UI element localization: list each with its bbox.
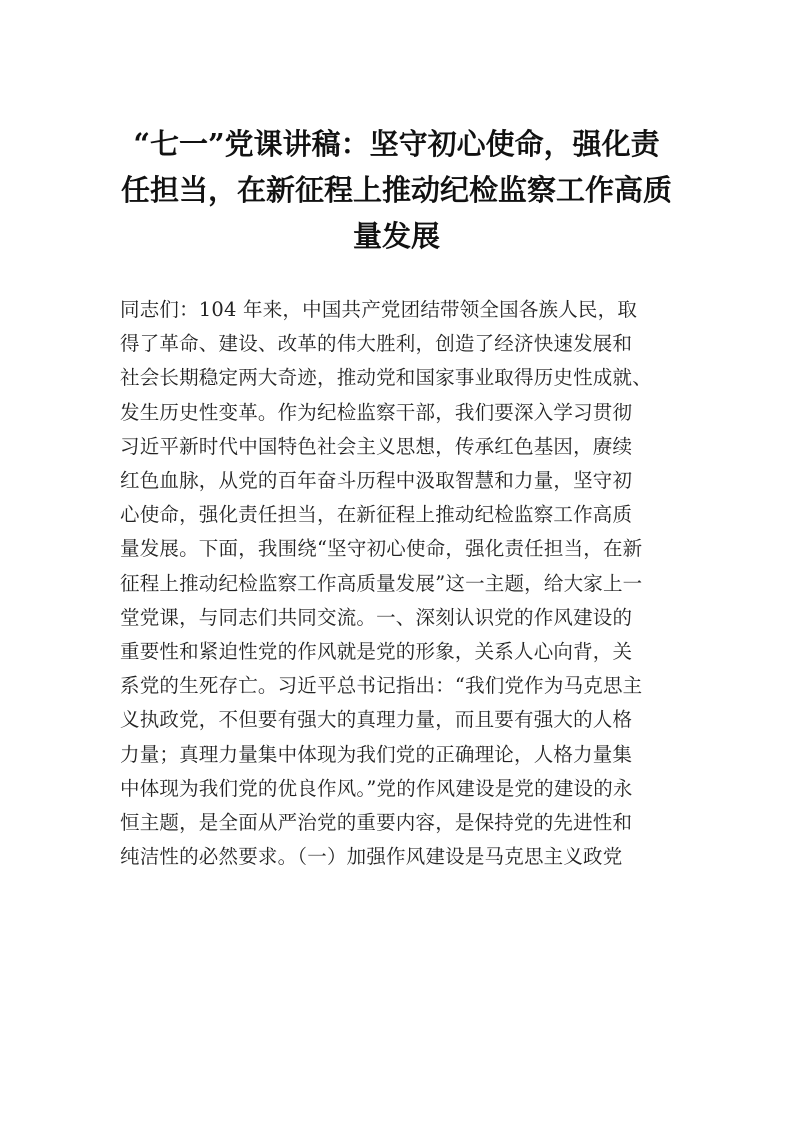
body-line: 恒主题，是全面从严治党的重要内容，是保持党的先进性和	[120, 811, 633, 835]
body-line: 中体现为我们党的优良作风。”党的作风建设是党的建设的永	[120, 776, 633, 800]
body-line: 习近平新时代中国特色社会主义思想，传承红色基因，赓续	[120, 434, 633, 458]
document-body	[120, 293, 690, 874]
body-line: 得了革命、建设、改革的伟大胜利，创造了经济快速发展和	[120, 332, 633, 356]
body-line: 征程上推动纪检监察工作高质量发展”这一主题，给大家上一	[120, 571, 643, 595]
title-line: “七一”党课讲稿：坚守初心使命，强化责	[133, 127, 660, 161]
title-line: 量发展	[352, 219, 440, 253]
body-line: 同志们：104 年来，中国共产党团结带领全国各族人民，取	[120, 298, 638, 321]
body-line: 重要性和紧迫性党的作风就是党的形象，关系人心向背，关	[120, 640, 633, 664]
body-line: 纯洁性的必然要求。（一）加强作风建设是马克思主义政党	[120, 845, 623, 869]
body-line: 社会长期稳定两大奇迹，推动党和国家事业取得历史性成就、	[120, 366, 652, 390]
title-line: 任担当，在新征程上推动纪检监察工作高质	[120, 173, 672, 207]
body-line: 量发展。下面，我围绕“坚守初心使命，强化责任担当，在新	[120, 537, 643, 561]
body-line: 发生历史性变革。作为纪检监察干部，我们要深入学习贯彻	[120, 400, 633, 424]
body-line: 系党的生死存亡。习近平总书记指出：“我们党作为马克思主	[120, 674, 643, 698]
body-line: 义执政党，不但要有强大的真理力量，而且要有强大的人格	[120, 708, 633, 732]
document-title	[110, 121, 683, 259]
body-line: 堂党课，与同志们共同交流。一、深刻认识党的作风建设的	[120, 605, 633, 629]
body-line: 心使命，强化责任担当，在新征程上推动纪检监察工作高质	[120, 503, 633, 527]
body-line: 红色血脉，从党的百年奋斗历程中汲取智慧和力量，坚守初	[120, 469, 633, 493]
body-line: 力量；真理力量集中体现为我们党的正确理论，人格力量集	[120, 742, 633, 766]
